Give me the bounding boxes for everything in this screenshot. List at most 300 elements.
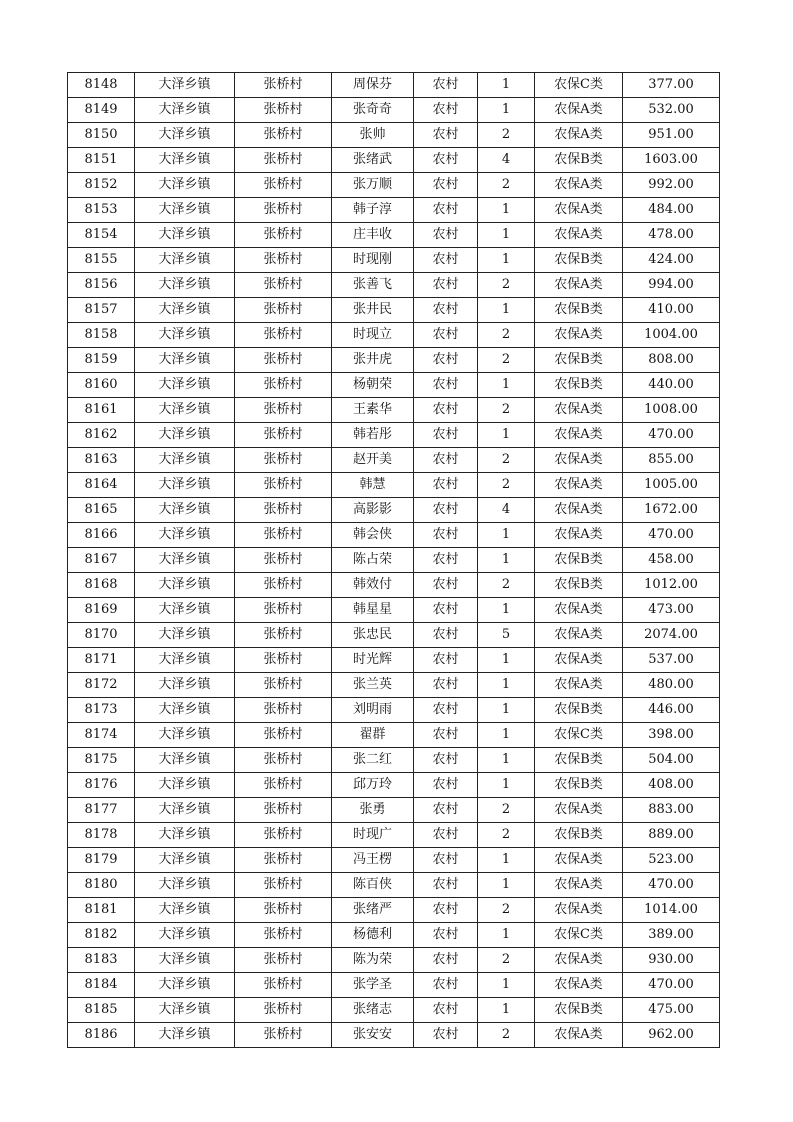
cell-area: 农村	[414, 698, 478, 723]
cell-village: 张桥村	[235, 173, 332, 198]
table-row	[68, 723, 720, 748]
cell-amount: 470.00	[623, 423, 720, 448]
cell-township: 大泽乡镇	[135, 298, 235, 323]
cell-area: 农村	[414, 298, 478, 323]
cell-category: 农保B类	[535, 148, 623, 173]
cell-area: 农村	[414, 73, 478, 98]
cell-name: 张忠民	[332, 623, 414, 648]
cell-township: 大泽乡镇	[135, 173, 235, 198]
cell-township: 大泽乡镇	[135, 348, 235, 373]
cell-id: 8156	[68, 273, 135, 298]
cell-area: 农村	[414, 123, 478, 148]
table-row	[68, 873, 720, 898]
cell-area: 农村	[414, 273, 478, 298]
cell-count: 5	[478, 623, 535, 648]
cell-count: 4	[478, 498, 535, 523]
cell-township: 大泽乡镇	[135, 223, 235, 248]
cell-id: 8168	[68, 573, 135, 598]
table-row	[68, 173, 720, 198]
cell-name: 周保芬	[332, 73, 414, 98]
cell-name: 刘明雨	[332, 698, 414, 723]
table-row	[68, 323, 720, 348]
cell-category: 农保B类	[535, 548, 623, 573]
cell-count: 1	[478, 98, 535, 123]
cell-count: 1	[478, 548, 535, 573]
cell-count: 1	[478, 998, 535, 1023]
cell-amount: 855.00	[623, 448, 720, 473]
cell-area: 农村	[414, 523, 478, 548]
table-row	[68, 448, 720, 473]
cell-category: 农保A类	[535, 448, 623, 473]
cell-count: 4	[478, 148, 535, 173]
table-row	[68, 98, 720, 123]
cell-count: 1	[478, 598, 535, 623]
cell-village: 张桥村	[235, 648, 332, 673]
cell-amount: 1603.00	[623, 148, 720, 173]
cell-id: 8179	[68, 848, 135, 873]
cell-area: 农村	[414, 723, 478, 748]
table-row	[68, 673, 720, 698]
cell-name: 陈为荣	[332, 948, 414, 973]
cell-area: 农村	[414, 223, 478, 248]
cell-name: 韩慧	[332, 473, 414, 498]
cell-id: 8153	[68, 198, 135, 223]
cell-village: 张桥村	[235, 773, 332, 798]
cell-count: 2	[478, 348, 535, 373]
table-row	[68, 148, 720, 173]
cell-village: 张桥村	[235, 398, 332, 423]
cell-id: 8155	[68, 248, 135, 273]
cell-category: 农保A类	[535, 498, 623, 523]
cell-name: 张兰英	[332, 673, 414, 698]
cell-category: 农保B类	[535, 348, 623, 373]
cell-count: 1	[478, 223, 535, 248]
cell-count: 1	[478, 648, 535, 673]
cell-id: 8149	[68, 98, 135, 123]
cell-village: 张桥村	[235, 723, 332, 748]
cell-amount: 532.00	[623, 98, 720, 123]
cell-village: 张桥村	[235, 473, 332, 498]
cell-id: 8186	[68, 1023, 135, 1048]
cell-id: 8174	[68, 723, 135, 748]
cell-name: 韩若彤	[332, 423, 414, 448]
cell-township: 大泽乡镇	[135, 723, 235, 748]
cell-name: 时现广	[332, 823, 414, 848]
cell-amount: 470.00	[623, 873, 720, 898]
cell-village: 张桥村	[235, 623, 332, 648]
cell-name: 张二红	[332, 748, 414, 773]
cell-village: 张桥村	[235, 973, 332, 998]
cell-name: 张学圣	[332, 973, 414, 998]
cell-amount: 389.00	[623, 923, 720, 948]
cell-id: 8172	[68, 673, 135, 698]
cell-name: 翟群	[332, 723, 414, 748]
cell-amount: 951.00	[623, 123, 720, 148]
cell-category: 农保B类	[535, 698, 623, 723]
cell-village: 张桥村	[235, 223, 332, 248]
cell-amount: 470.00	[623, 973, 720, 998]
cell-count: 1	[478, 248, 535, 273]
cell-amount: 1014.00	[623, 898, 720, 923]
cell-area: 农村	[414, 773, 478, 798]
cell-amount: 470.00	[623, 523, 720, 548]
table-row	[68, 248, 720, 273]
cell-village: 张桥村	[235, 323, 332, 348]
cell-village: 张桥村	[235, 523, 332, 548]
cell-id: 8185	[68, 998, 135, 1023]
table-row	[68, 748, 720, 773]
cell-area: 农村	[414, 798, 478, 823]
table-row	[68, 273, 720, 298]
cell-category: 农保C类	[535, 723, 623, 748]
cell-township: 大泽乡镇	[135, 823, 235, 848]
cell-id: 8162	[68, 423, 135, 448]
cell-id: 8157	[68, 298, 135, 323]
cell-village: 张桥村	[235, 698, 332, 723]
cell-township: 大泽乡镇	[135, 123, 235, 148]
cell-township: 大泽乡镇	[135, 273, 235, 298]
cell-township: 大泽乡镇	[135, 998, 235, 1023]
cell-id: 8159	[68, 348, 135, 373]
cell-amount: 994.00	[623, 273, 720, 298]
cell-village: 张桥村	[235, 848, 332, 873]
cell-area: 农村	[414, 748, 478, 773]
cell-count: 2	[478, 948, 535, 973]
cell-count: 2	[478, 573, 535, 598]
table-row	[68, 348, 720, 373]
cell-category: 农保A类	[535, 123, 623, 148]
cell-township: 大泽乡镇	[135, 648, 235, 673]
cell-township: 大泽乡镇	[135, 598, 235, 623]
cell-category: 农保B类	[535, 248, 623, 273]
cell-amount: 808.00	[623, 348, 720, 373]
cell-count: 1	[478, 73, 535, 98]
cell-township: 大泽乡镇	[135, 773, 235, 798]
table-row	[68, 298, 720, 323]
cell-township: 大泽乡镇	[135, 523, 235, 548]
cell-count: 1	[478, 773, 535, 798]
cell-name: 庄丰收	[332, 223, 414, 248]
cell-village: 张桥村	[235, 573, 332, 598]
table-row	[68, 798, 720, 823]
cell-amount: 930.00	[623, 948, 720, 973]
cell-count: 1	[478, 748, 535, 773]
cell-count: 1	[478, 298, 535, 323]
table-row	[68, 848, 720, 873]
cell-village: 张桥村	[235, 998, 332, 1023]
cell-id: 8173	[68, 698, 135, 723]
table-row	[68, 998, 720, 1023]
cell-name: 杨朝荣	[332, 373, 414, 398]
cell-count: 1	[478, 373, 535, 398]
cell-village: 张桥村	[235, 373, 332, 398]
cell-category: 农保A类	[535, 598, 623, 623]
cell-village: 张桥村	[235, 123, 332, 148]
cell-township: 大泽乡镇	[135, 798, 235, 823]
cell-id: 8183	[68, 948, 135, 973]
cell-township: 大泽乡镇	[135, 373, 235, 398]
cell-count: 2	[478, 398, 535, 423]
cell-id: 8167	[68, 548, 135, 573]
cell-count: 2	[478, 1023, 535, 1048]
cell-category: 农保A类	[535, 798, 623, 823]
cell-category: 农保A类	[535, 973, 623, 998]
cell-id: 8166	[68, 523, 135, 548]
cell-amount: 1008.00	[623, 398, 720, 423]
cell-village: 张桥村	[235, 673, 332, 698]
cell-village: 张桥村	[235, 423, 332, 448]
cell-amount: 1004.00	[623, 323, 720, 348]
cell-count: 1	[478, 973, 535, 998]
cell-village: 张桥村	[235, 823, 332, 848]
cell-category: 农保B类	[535, 298, 623, 323]
cell-village: 张桥村	[235, 198, 332, 223]
cell-name: 时现刚	[332, 248, 414, 273]
cell-id: 8165	[68, 498, 135, 523]
cell-village: 张桥村	[235, 273, 332, 298]
cell-area: 农村	[414, 198, 478, 223]
cell-category: 农保A类	[535, 423, 623, 448]
cell-village: 张桥村	[235, 898, 332, 923]
cell-township: 大泽乡镇	[135, 673, 235, 698]
cell-amount: 475.00	[623, 998, 720, 1023]
cell-amount: 2074.00	[623, 623, 720, 648]
cell-name: 韩星星	[332, 598, 414, 623]
cell-category: 农保B类	[535, 748, 623, 773]
cell-name: 韩子淳	[332, 198, 414, 223]
cell-category: 农保A类	[535, 98, 623, 123]
cell-area: 农村	[414, 648, 478, 673]
cell-amount: 478.00	[623, 223, 720, 248]
cell-amount: 440.00	[623, 373, 720, 398]
cell-village: 张桥村	[235, 873, 332, 898]
cell-area: 农村	[414, 348, 478, 373]
table-row	[68, 373, 720, 398]
cell-village: 张桥村	[235, 98, 332, 123]
table-body	[68, 73, 720, 1048]
cell-count: 1	[478, 723, 535, 748]
cell-area: 农村	[414, 898, 478, 923]
cell-name: 韩效付	[332, 573, 414, 598]
cell-amount: 398.00	[623, 723, 720, 748]
cell-name: 张万顺	[332, 173, 414, 198]
cell-township: 大泽乡镇	[135, 73, 235, 98]
table-row	[68, 473, 720, 498]
cell-area: 农村	[414, 173, 478, 198]
cell-amount: 889.00	[623, 823, 720, 848]
cell-category: 农保A类	[535, 398, 623, 423]
cell-area: 农村	[414, 998, 478, 1023]
cell-amount: 458.00	[623, 548, 720, 573]
cell-area: 农村	[414, 148, 478, 173]
cell-category: 农保A类	[535, 898, 623, 923]
cell-area: 农村	[414, 398, 478, 423]
cell-township: 大泽乡镇	[135, 623, 235, 648]
cell-id: 8175	[68, 748, 135, 773]
cell-township: 大泽乡镇	[135, 98, 235, 123]
cell-name: 韩会侠	[332, 523, 414, 548]
cell-id: 8152	[68, 173, 135, 198]
table-row	[68, 573, 720, 598]
cell-id: 8184	[68, 973, 135, 998]
cell-name: 张帅	[332, 123, 414, 148]
table-row	[68, 973, 720, 998]
cell-id: 8169	[68, 598, 135, 623]
cell-count: 1	[478, 523, 535, 548]
cell-count: 1	[478, 698, 535, 723]
cell-township: 大泽乡镇	[135, 473, 235, 498]
table-row	[68, 123, 720, 148]
cell-area: 农村	[414, 598, 478, 623]
cell-township: 大泽乡镇	[135, 323, 235, 348]
cell-category: 农保A类	[535, 623, 623, 648]
cell-id: 8181	[68, 898, 135, 923]
cell-count: 1	[478, 198, 535, 223]
cell-village: 张桥村	[235, 248, 332, 273]
table-row	[68, 398, 720, 423]
cell-name: 张奇奇	[332, 98, 414, 123]
cell-category: 农保A类	[535, 473, 623, 498]
cell-count: 2	[478, 323, 535, 348]
cell-township: 大泽乡镇	[135, 973, 235, 998]
cell-amount: 410.00	[623, 298, 720, 323]
cell-id: 8161	[68, 398, 135, 423]
table-row	[68, 423, 720, 448]
cell-name: 高影影	[332, 498, 414, 523]
cell-village: 张桥村	[235, 448, 332, 473]
cell-name: 赵开美	[332, 448, 414, 473]
cell-name: 张绪志	[332, 998, 414, 1023]
cell-amount: 484.00	[623, 198, 720, 223]
table-row	[68, 223, 720, 248]
cell-township: 大泽乡镇	[135, 1023, 235, 1048]
cell-township: 大泽乡镇	[135, 748, 235, 773]
cell-amount: 537.00	[623, 648, 720, 673]
cell-category: 农保B类	[535, 373, 623, 398]
table-row	[68, 498, 720, 523]
cell-id: 8176	[68, 773, 135, 798]
cell-count: 2	[478, 798, 535, 823]
cell-area: 农村	[414, 973, 478, 998]
cell-category: 农保A类	[535, 648, 623, 673]
cell-category: 农保B类	[535, 823, 623, 848]
cell-amount: 992.00	[623, 173, 720, 198]
cell-category: 农保A类	[535, 198, 623, 223]
cell-township: 大泽乡镇	[135, 848, 235, 873]
cell-amount: 1012.00	[623, 573, 720, 598]
cell-township: 大泽乡镇	[135, 248, 235, 273]
cell-id: 8171	[68, 648, 135, 673]
cell-count: 2	[478, 123, 535, 148]
cell-area: 农村	[414, 373, 478, 398]
table-row	[68, 948, 720, 973]
cell-township: 大泽乡镇	[135, 698, 235, 723]
cell-name: 冯王楞	[332, 848, 414, 873]
cell-count: 2	[478, 273, 535, 298]
cell-id: 8148	[68, 73, 135, 98]
cell-count: 1	[478, 423, 535, 448]
cell-category: 农保A类	[535, 523, 623, 548]
cell-id: 8170	[68, 623, 135, 648]
cell-name: 张善飞	[332, 273, 414, 298]
cell-id: 8163	[68, 448, 135, 473]
cell-id: 8150	[68, 123, 135, 148]
cell-area: 农村	[414, 548, 478, 573]
cell-count: 2	[478, 823, 535, 848]
cell-village: 张桥村	[235, 598, 332, 623]
cell-township: 大泽乡镇	[135, 398, 235, 423]
cell-township: 大泽乡镇	[135, 198, 235, 223]
table-row	[68, 623, 720, 648]
cell-name: 王素华	[332, 398, 414, 423]
cell-count: 2	[478, 173, 535, 198]
cell-township: 大泽乡镇	[135, 573, 235, 598]
cell-id: 8160	[68, 373, 135, 398]
cell-id: 8180	[68, 873, 135, 898]
cell-village: 张桥村	[235, 748, 332, 773]
cell-id: 8154	[68, 223, 135, 248]
cell-id: 8178	[68, 823, 135, 848]
cell-name: 张绪武	[332, 148, 414, 173]
cell-amount: 1672.00	[623, 498, 720, 523]
cell-count: 1	[478, 673, 535, 698]
table-row	[68, 773, 720, 798]
cell-village: 张桥村	[235, 548, 332, 573]
cell-id: 8177	[68, 798, 135, 823]
table-row	[68, 698, 720, 723]
cell-name: 陈占荣	[332, 548, 414, 573]
cell-township: 大泽乡镇	[135, 548, 235, 573]
cell-village: 张桥村	[235, 1023, 332, 1048]
cell-area: 农村	[414, 848, 478, 873]
cell-amount: 377.00	[623, 73, 720, 98]
cell-amount: 473.00	[623, 598, 720, 623]
cell-name: 张井虎	[332, 348, 414, 373]
cell-category: 农保A类	[535, 848, 623, 873]
cell-name: 邱万玲	[332, 773, 414, 798]
cell-category: 农保A类	[535, 1023, 623, 1048]
cell-category: 农保A类	[535, 873, 623, 898]
cell-amount: 424.00	[623, 248, 720, 273]
table-row	[68, 548, 720, 573]
cell-category: 农保B类	[535, 998, 623, 1023]
cell-name: 时光辉	[332, 648, 414, 673]
cell-count: 1	[478, 873, 535, 898]
cell-count: 1	[478, 848, 535, 873]
cell-township: 大泽乡镇	[135, 148, 235, 173]
cell-amount: 446.00	[623, 698, 720, 723]
cell-area: 农村	[414, 948, 478, 973]
table-row	[68, 648, 720, 673]
cell-count: 2	[478, 448, 535, 473]
cell-township: 大泽乡镇	[135, 923, 235, 948]
cell-village: 张桥村	[235, 948, 332, 973]
cell-area: 农村	[414, 423, 478, 448]
table-row	[68, 1023, 720, 1048]
cell-township: 大泽乡镇	[135, 498, 235, 523]
cell-id: 8164	[68, 473, 135, 498]
cell-area: 农村	[414, 673, 478, 698]
cell-village: 张桥村	[235, 498, 332, 523]
cell-category: 农保C类	[535, 923, 623, 948]
table-row	[68, 823, 720, 848]
data-table	[67, 72, 720, 1048]
table-row	[68, 923, 720, 948]
cell-area: 农村	[414, 573, 478, 598]
cell-amount: 883.00	[623, 798, 720, 823]
cell-village: 张桥村	[235, 923, 332, 948]
cell-area: 农村	[414, 873, 478, 898]
